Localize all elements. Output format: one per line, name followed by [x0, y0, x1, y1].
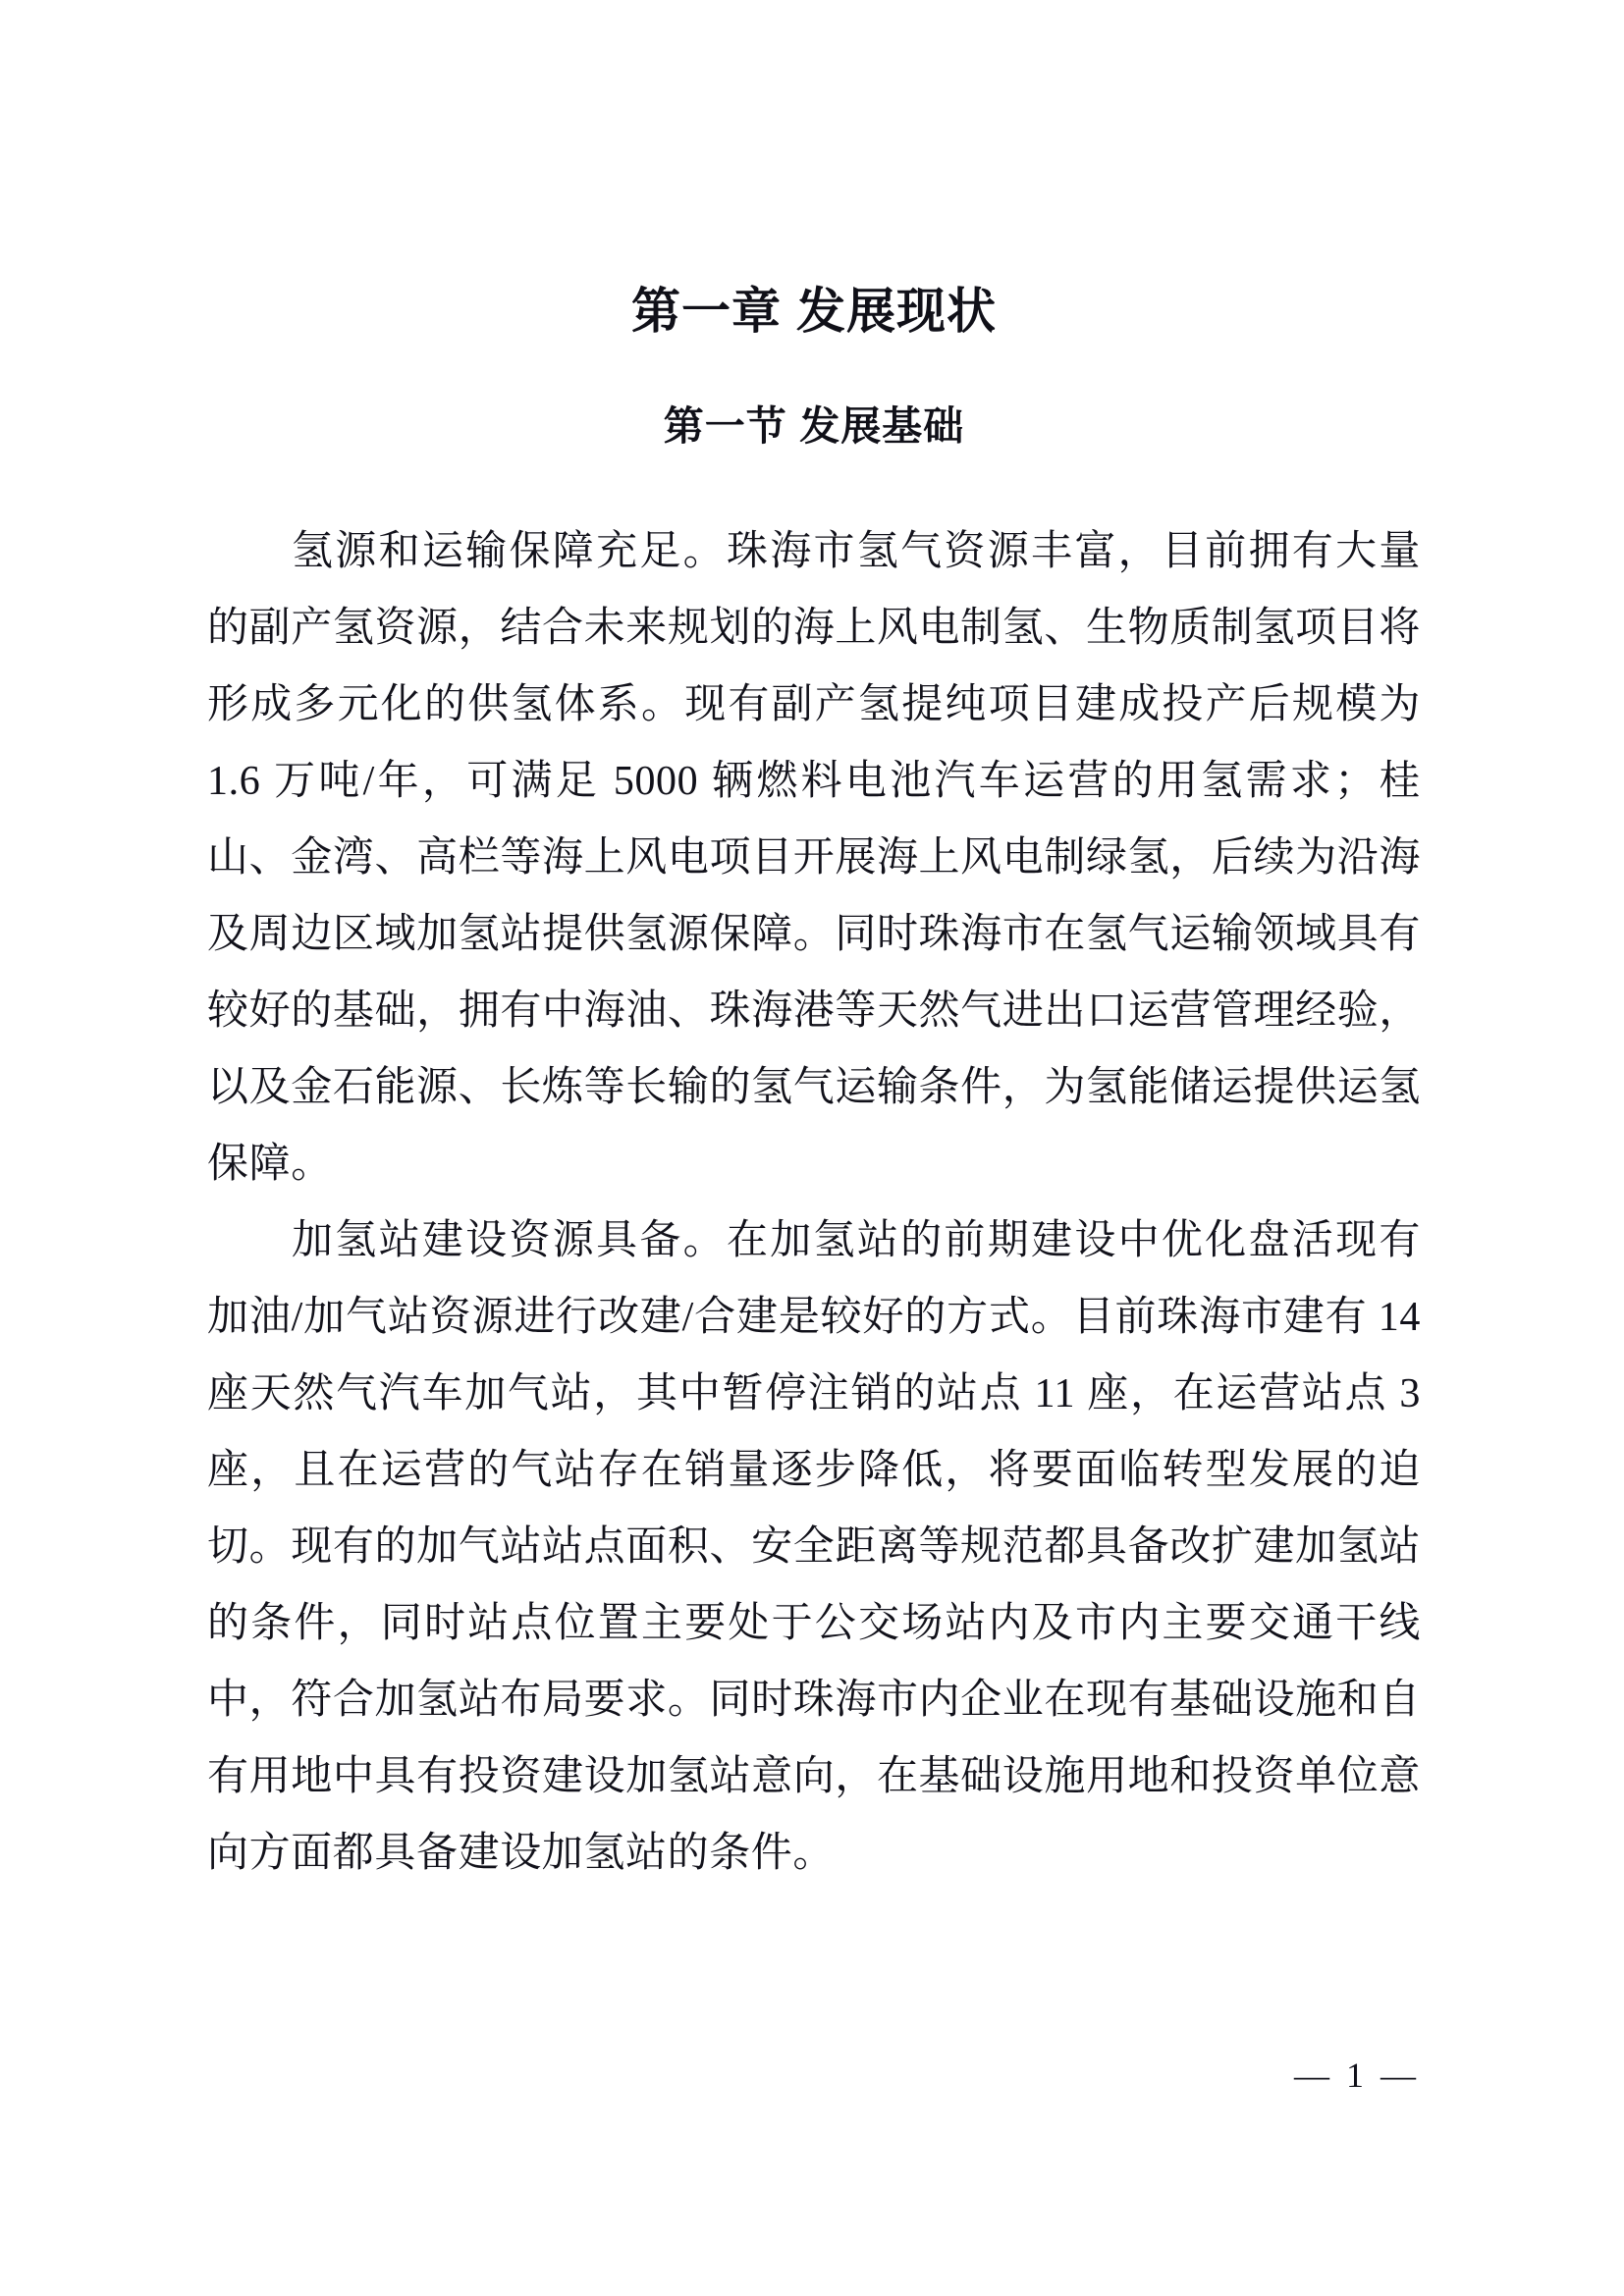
page-number: — 1 —: [1294, 2056, 1420, 2095]
chapter-title: 第一章 发展现状: [631, 284, 997, 339]
body-text-block: [207, 453, 1421, 1892]
page-content-column: [207, 0, 1421, 1892]
body-paragraph: 加氢站建设资源具备。在加氢站的前期建设中优化盘活现有加油/加气站资源进行改建/合建是较好的方式。目前珠海市建有 14 座天然气汽车加气站，其中暂停注销的站点 11 座，在运营站点 3 座，且在运营的气站存在销量逐步降低，将要面临转型发展的迫切。现有的加气站站点面积、安全距离等规范都具备改扩建加氢站的条件，同时站点位置主要处于公交场站内及市内主要交通干线中，符合加氢站布局要求。同时珠海市内企业在现有基础设施和自有用地中具有投资建设加氢站意向，在基础设施用地和投资单位意向方面都具备建设加氢站的条件。: [207, 1218, 1421, 1877]
body-paragraph: 氢源和运输保障充足。珠海市氢气资源丰富，目前拥有大量的副产氢资源，结合未来规划的海上风电制氢、生物质制氢项目将形成多元化的供氢体系。现有副产氢提纯项目建成投产后规模为 1.6 万吨/年，可满足 5000 辆燃料电池汽车运营的用氢需求；桂山、金湾、高栏等海上风电项目开展海上风电制绿氢，后续为沿海及周边区域加氢站提供氢源保障。同时珠海市在氢气运输领域具有较好的基础，拥有中海油、珠海港等天然气进出口运营管理经验，以及金石能源、长炼等长输的氢气运输条件，为氢能储运提供运氢保障。: [207, 529, 1421, 1188]
section-title: 第一节 发展基础: [663, 403, 965, 449]
